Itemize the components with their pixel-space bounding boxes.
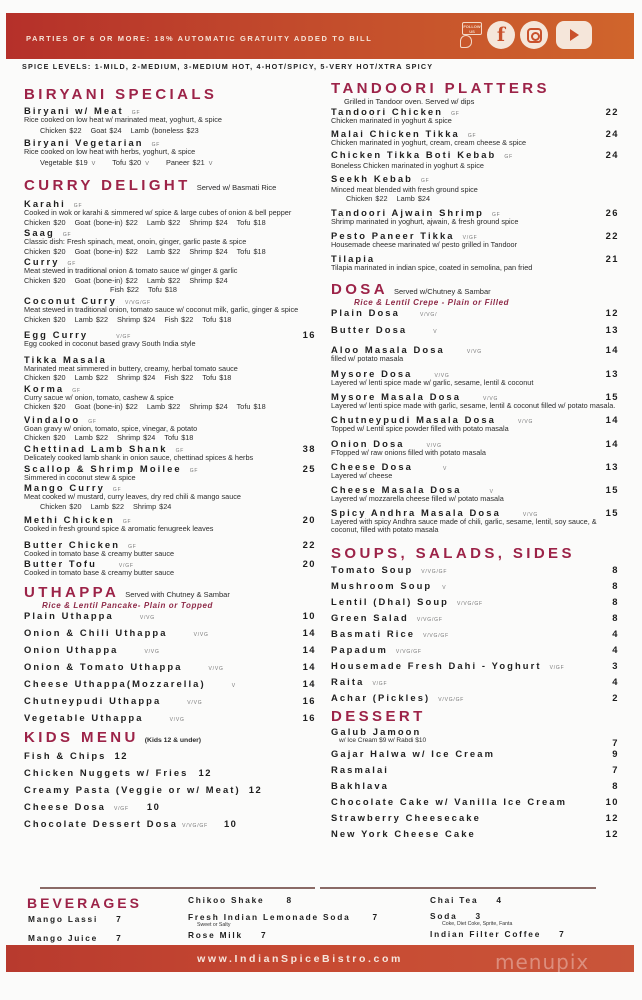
menu-item: Chutneypudi Masala Dosa V/VG 14 Topped w/ Lentil spice powder filled with potato masala bbox=[331, 414, 619, 434]
menu-item: Gajar Halwa w/ Ice Cream 9 bbox=[331, 748, 619, 759]
menu-item: Chocolate Cake w/ Vanilla Ice Cream 10 bbox=[331, 796, 619, 807]
menu-item: Biryani Vegetarian GF Rice cooked on low heat with herbs, yoghurt, & spice Vegetable $19 V Tofu $20 V Paneer $21 V bbox=[24, 137, 213, 167]
website-link[interactable]: www.IndianSpiceBistro.com bbox=[197, 952, 403, 965]
watermark: menupix bbox=[495, 950, 590, 974]
left-column: BIRYANI SPECIALS Biryani w/ Meat GF Rice cooked on low heat w/ marinated meat, yoghurt, & spice Chicken $22 Goat $24 Lamb (boneless $23 Biryani Vegetarian GF Rice cooked on low heat with herbs, yoghurt, & spice Vegetable $19 V Tofu $20 V Paneer $21 V CURRY DELIGHT Served w/ Basmati Rice Karahi GF Cooked in wok or karahi & simmered w/ spice & large cubes of onion & bell pepper Chicken $20 Goat (bone-in) $22 Lamb $22 Shrimp $24 Tofu $18 Saag GF Classic dish: Fresh spinach, meat, onoin, ginger, garlic paste & spice Chicken $20 Goat (bone-in) $22 Lamb $22 Shrimp $24 Tofu $18 Curry GF Meat stewed in traditional onion & tomato sauce w/ ginger & garlic Chicken $20 Goat (bone-in) $22 Lamb $22 Shrimp $24 Fish $22 Tofu $18 Coconut Curry V/VG/GF Meat stewed in traditional onion, tomato sauce w/ coconut milk, garlic, ginger & spice Chicken $20 Lamb $22 Shrimp $24 Fish $22 Tofu $18 Egg Curry V/GF 16 Egg cooked in coconut based gravy South India style Tikka Masala Marinated meat simmered in buttery, creamy, herbal tomato sauce Chicken $20 Lamb $22 Shrimp $24 Fish $22 Tofu $18 Korma GF Curry sacue w/ onion, tomato, cashew & spice Chicken $20 Goat (bone-in) $22 Lamb $22 Shrimp $24 Tofu $18 Vindaloo GF Goan gravy w/ onion, tomato, spice, vinegar, & potato Chicken $20 Lamb $22 Shrimp $24 Tofu $18 Chettinad Lamb Shank GF 38 Delicately cooked lamb shank in onion sauce, chettinad spices & herbs Scallop & Shrimp Moilee GF 25 Simmered in coconut stew & spice Mango Curry GF Meat cooked w/ mustard, curry leaves, dry red chili & mango sauce Chicken $20 Lamb $22 Shrimp $24 Methi Chicken GF 20 Cooked in fresh ground spice & aromatic fenugreek leaves Butter Chicken GF 22 Cooked in tomato base & creamy butter sauce Butter Tofu V/GF 20 Cooked in tomato base & creamy butter sauce UTHAPPA Served with Chutney & Sambar Rice & Lentil Pancake- Plain or Topped Plain Uthappa V/VG 10 Onion & Chili Uthappa V/VG 14 Onion Uthappa V/VG 14 Onion & Tomato Uthappa V/VG 14 Cheese Uthappa(Mozzarella) V 14 Chutneypudi Uthappa V/VG 16 Vegetable Uthappa V/VG 16 KIDS MENU (Kids 12 & under) Fish & Chips 12 Chicken Nuggets w/ Fries 12 Creamy Pasta (Veggie or w/ Meat) 12 Cheese Dosa V/GF 10 Chocolate Dessert Dosa V/VG/GF 10 bbox=[24, 86, 316, 829]
menu-item: Housemade Fresh Dahi - Yoghurt V/GF 3 bbox=[331, 660, 619, 671]
menu-item: Lentil (Dhal) Soup V/VG/GF 8 bbox=[331, 596, 619, 607]
menu-item: Plain Dosa V/VG/ 12 bbox=[331, 306, 619, 318]
menu-item: Cheese Dosa V 13 Layered w/ cheese bbox=[331, 460, 619, 480]
section-title-soups: SOUPS, SALADS, SIDES bbox=[331, 545, 575, 562]
menu-item: Aloo Masala Dosa V/VG 14 filled w/ potato masala bbox=[331, 343, 619, 363]
menu-item: Papadum V/VG/GF 4 bbox=[331, 644, 619, 655]
menu-item: Spicy Andhra Masala Dosa V/VG 15 Layered with spicy Andhra sauce made of chili, garlic, sesame, lentil, soy sauce, & coconut, filled with potato masala bbox=[331, 506, 619, 535]
menu-item: Tikka Masala Marinated meat simmered in buttery, creamy, herbal tomato sauce Chicken $20 Lamb $22 Shrimp $24 Fish $22 Tofu $18 bbox=[24, 353, 238, 383]
menu-item: Mysore Masala Dosa V/VG 15 Layered w/ lenti spice made with garlic, sesame, lentil & coconut filled w/ potato masala. bbox=[331, 390, 619, 410]
menu-item: Egg Curry V/GF 16 Egg cooked in coconut based gravy South India style bbox=[24, 329, 316, 349]
menu-item: Indian Filter Coffee 7 bbox=[430, 929, 566, 939]
menu-item: Vegetable Uthappa V/VG 16 bbox=[24, 712, 316, 723]
menu-item: Mango Lassi 7 bbox=[28, 914, 123, 924]
menu-item: Mango Juice 7 bbox=[28, 933, 123, 943]
menu-item: Rasmalai 7 bbox=[331, 764, 619, 775]
menu-item: Scallop & Shrimp Moilee GF 25 Simmered in coconut stew & spice bbox=[24, 462, 316, 482]
menu-item: Seekh Kebab GF Minced meat blended with fresh ground spice Chicken $22 Lamb $24 bbox=[331, 172, 478, 204]
menu-item: Galub Jamoon w/ Ice Cream $9 w/ Rabdi $10 7 bbox=[331, 726, 619, 748]
section-title-kids: KIDS MENU (Kids 12 & under) bbox=[24, 729, 202, 746]
menu-item: Mango Curry GF Meat cooked w/ mustard, curry leaves, dry red chili & mango sauce Chicken $20 Lamb $22 Shrimp $24 bbox=[24, 482, 241, 511]
menu-item: Mushroom Soup V 8 bbox=[331, 580, 619, 591]
social-links bbox=[460, 21, 592, 49]
divider bbox=[320, 887, 596, 889]
menu-item: Tandoori Ajwain Shrimp GF 26 Shrimp marinated in yoghurt, ajwain, & fresh ground spice bbox=[331, 206, 619, 226]
menu-item: Fish & Chips 12 bbox=[24, 750, 128, 761]
menu-item: Butter Dosa V 13 bbox=[331, 323, 619, 335]
menu-item: Chutneypudi Uthappa V/VG 16 bbox=[24, 695, 316, 706]
menu-item: Chicken Nuggets w/ Fries 12 bbox=[24, 767, 212, 778]
menu-item: Green Salad V/VG/GF 8 bbox=[331, 612, 619, 623]
menu-item: Biryani w/ Meat GF Rice cooked on low heat w/ marinated meat, yoghurt, & spice Chicken $22 Goat $24 Lamb (boneless $23 bbox=[24, 105, 222, 135]
menu-item: Cheese Dosa V/GF 10 bbox=[24, 801, 161, 812]
instagram-icon[interactable] bbox=[520, 21, 548, 49]
menu-item: Chikoo Shake 8 bbox=[188, 895, 293, 905]
menu-item: Basmati Rice V/VG/GF 4 bbox=[331, 628, 619, 639]
section-title-dosa: DOSA Served w/Chutney & Sambar bbox=[331, 280, 491, 298]
menu-item: Cheese Masala Dosa V 15 Layered w/ mozzarella cheese filled w/ potato masala bbox=[331, 484, 619, 504]
menu-item: Pesto Paneer Tikka V/GF 22 Housemade cheese marinated w/ pesto grilled in Tandoor bbox=[331, 230, 619, 250]
menu-item: Mysore Dosa V/VG 13 Layered w/ lenti spice made w/ garlic, sesame, lentil & coconut bbox=[331, 368, 619, 388]
menu-item: Tandoori Chicken GF 22 Chicken marinated in yoghurt & spice bbox=[331, 106, 619, 125]
menu-item: Butter Tofu V/GF 20 Cooked in tomato base & creamy butter sauce bbox=[24, 558, 316, 578]
menu-item: Chicken Tikka Boti Kebab GF 24 Boneless Chicken marinated in yoghurt & spice bbox=[331, 149, 619, 171]
section-title-curry: CURRY DELIGHT Served w/ Basmati Rice bbox=[24, 177, 277, 195]
menu-item: Chettinad Lamb Shank GF 38 Delicately cooked lamb shank in onion sauce, chettinad spices & herbs bbox=[24, 442, 316, 462]
facebook-icon[interactable]: f bbox=[487, 21, 515, 49]
spice-levels-legend: SPICE LEVELS: 1-MILD, 2-MEDIUM, 3-MEDIUM HOT, 4-HOT/SPICY, 5-VERY HOT/XTRA SPICY bbox=[22, 62, 434, 71]
menu-item: Tilapia 21 Tilapia marinated in indian spice, coated in semolina, pan fried bbox=[331, 253, 619, 273]
menu-item: Butter Chicken GF 22 Cooked in tomato base & creamy butter sauce bbox=[24, 538, 316, 558]
menu-item: Saag GF Classic dish: Fresh spinach, meat, onoin, ginger, garlic paste & spice Chicken $20 Goat (bone-in) $22 Lamb $22 Shrimp $24 Tofu $18 bbox=[24, 227, 266, 256]
menu-item: Karahi GF Cooked in wok or karahi & simmered w/ spice & large cubes of onion & bell pepper Chicken $20 Goat (bone-in) $22 Lamb $22 Shrimp $24 Tofu $18 bbox=[24, 198, 292, 227]
menu-item: Methi Chicken GF 20 Cooked in fresh ground spice & aromatic fenugreek leaves bbox=[24, 514, 316, 534]
menu-item: Bakhlava 8 bbox=[331, 780, 619, 791]
divider bbox=[40, 887, 315, 889]
menu-item: Onion & Tomato Uthappa V/VG 14 bbox=[24, 661, 316, 672]
menu-item: Chocolate Dessert Dosa V/VG/GF 10 bbox=[24, 818, 238, 829]
section-title-dessert: DESSERT bbox=[331, 708, 426, 725]
section-title-tandoori: TANDOORI PLATTERS bbox=[331, 80, 550, 97]
right-column: TANDOORI PLATTERS Grilled in Tandoor oven. Served w/ dips Tandoori Chicken GF 22 Chicken marinated in yoghurt & spice Malai Chicken Tikka GF 24 Chicken marinated in yoghurt, cream, cream cheese & spice Chicken Tikka Boti Kebab GF 24 Boneless Chicken marinated in yoghurt & spice Seekh Kebab GF Minced meat blended with fresh ground spice Chicken $22 Lamb $24 Tandoori Ajwain Shrimp GF 26 Shrimp marinated in yoghurt, ajwain, & fresh ground spice Pesto Paneer Tikka V/GF 22 Housemade cheese marinated w/ pesto grilled in Tandoor Tilapia 21 Tilapia marinated in indian spice, coated in semolina, pan fried DOSA Served w/Chutney & Sambar Rice & Lentil Crepe - Plain or Filled Plain Dosa V/VG/ 12 Butter Dosa V 13 Aloo Masala Dosa V/VG 14 filled w/ potato masala Mysore Dosa V/VG 13 Layered w/ lenti spice made w/ garlic, sesame, lentil & coconut Mysore Masala Dosa V/VG 15 Layered w/ lenti spice made with garlic, sesame, lentil & coconut filled w/ potato masala. Chutneypudi Masala Dosa V/VG 14 Topped w/ Lentil spice powder filled with potato masala Onion Dosa V/VG 14 FTopped w/ raw onions filled with potato masala Cheese Dosa V 13 Layered w/ cheese Cheese Masala Dosa V 15 Layered w/ mozzarella cheese filled w/ potato masala Spicy Andhra Masala Dosa V/VG 15 Layered with spicy Andhra sauce made of chili, garlic, sesame, lentil, soy sauce, & coconut, filled with potato masala SOUPS, SALADS, SIDES Tomato Soup V/VG/GF 8 Mushroom Soup V 8 Lentil (Dhal) Soup V/VG/GF 8 Green Salad V/VG/GF 8 Basmati Rice V/VG/GF 4 Papadum V/VG/GF 4 Housemade Fresh Dahi - Yoghurt V/GF 3 Raita V/GF 4 Achar (Pickles) V/VG/GF 2 DESSERT Galub Jamoon w/ Ice Cream $9 w/ Rabdi $10 7 Gajar Halwa w/ Ice Cream 9 Rasmalai 7 Bakhlava 8 Chocolate Cake w/ Vanilla Ice Cream 10 Strawberry Cheesecake 12 New York Cheese Cake 12 bbox=[331, 80, 619, 844]
menu-item: Strawberry Cheesecake 12 bbox=[331, 812, 619, 823]
menu-item: Rose Milk 7 bbox=[188, 930, 268, 940]
follow-us-icon[interactable]: FOLLOW US bbox=[460, 22, 482, 48]
menu-item: Tomato Soup V/VG/GF 8 bbox=[331, 564, 619, 575]
menu-item: Raita V/GF 4 bbox=[331, 676, 619, 687]
menu-item: Vindaloo GF Goan gravy w/ onion, tomato, spice, vinegar, & potato Chicken $20 Lamb $22 Shrimp $24 Tofu $18 bbox=[24, 413, 198, 443]
menu-item: Achar (Pickles) V/VG/GF 2 bbox=[331, 692, 619, 703]
menu-item: Korma GF Curry sacue w/ onion, tomato, cashew & spice Chicken $20 Goat (bone-in) $22 Lamb $22 Shrimp $24 Tofu $18 bbox=[24, 382, 266, 412]
menu-item: Chai Tea 4 bbox=[430, 895, 503, 905]
section-title-uthappa: UTHAPPA Served with Chutney & Sambar bbox=[24, 584, 230, 601]
youtube-icon[interactable] bbox=[556, 21, 592, 49]
section-title-beverages: BEVERAGES bbox=[27, 895, 142, 911]
menu-item: Onion Dosa V/VG 14 FTopped w/ raw onions filled with potato masala bbox=[331, 438, 619, 458]
menu-item: Creamy Pasta (Veggie or w/ Meat) 12 bbox=[24, 784, 263, 795]
menu-item: Onion Uthappa V/VG 14 bbox=[24, 644, 316, 655]
menu-item: Soda 3 bbox=[430, 911, 482, 921]
menu-item: Fresh Indian Lemonade Soda 7 bbox=[188, 912, 379, 922]
menu-item: Coconut Curry V/VG/GF Meat stewed in traditional onion, tomato sauce w/ coconut milk, garlic, ginger & spice Chicken $20 Lamb $22 Shrimp $24 Fish $22 Tofu $18 bbox=[24, 294, 299, 324]
section-title-biryani: BIRYANI SPECIALS bbox=[24, 86, 218, 103]
kids-list bbox=[24, 746, 316, 831]
menu-item: Curry GF Meat stewed in traditional onion & tomato sauce w/ ginger & garlic Chicken $20 Goat (bone-in) $22 Lamb $22 Shrimp $24 Fish $22 Tofu $18 bbox=[24, 256, 238, 295]
menu-item: New York Cheese Cake 12 bbox=[331, 828, 619, 839]
uthappa-list bbox=[24, 610, 316, 729]
top-banner bbox=[6, 13, 634, 59]
menu-item: Cheese Uthappa(Mozzarella) V 14 bbox=[24, 678, 316, 689]
menu-item: Malai Chicken Tikka GF 24 Chicken marinated in yoghurt, cream, cream cheese & spice bbox=[331, 127, 619, 147]
menu-item: Onion & Chili Uthappa V/VG 14 bbox=[24, 627, 316, 638]
gratuity-notice: PARTIES OF 6 OR MORE: 18% AUTOMATIC GRATUITY ADDED TO BILL bbox=[26, 33, 373, 43]
menu-item: Plain Uthappa V/VG 10 bbox=[24, 610, 316, 621]
